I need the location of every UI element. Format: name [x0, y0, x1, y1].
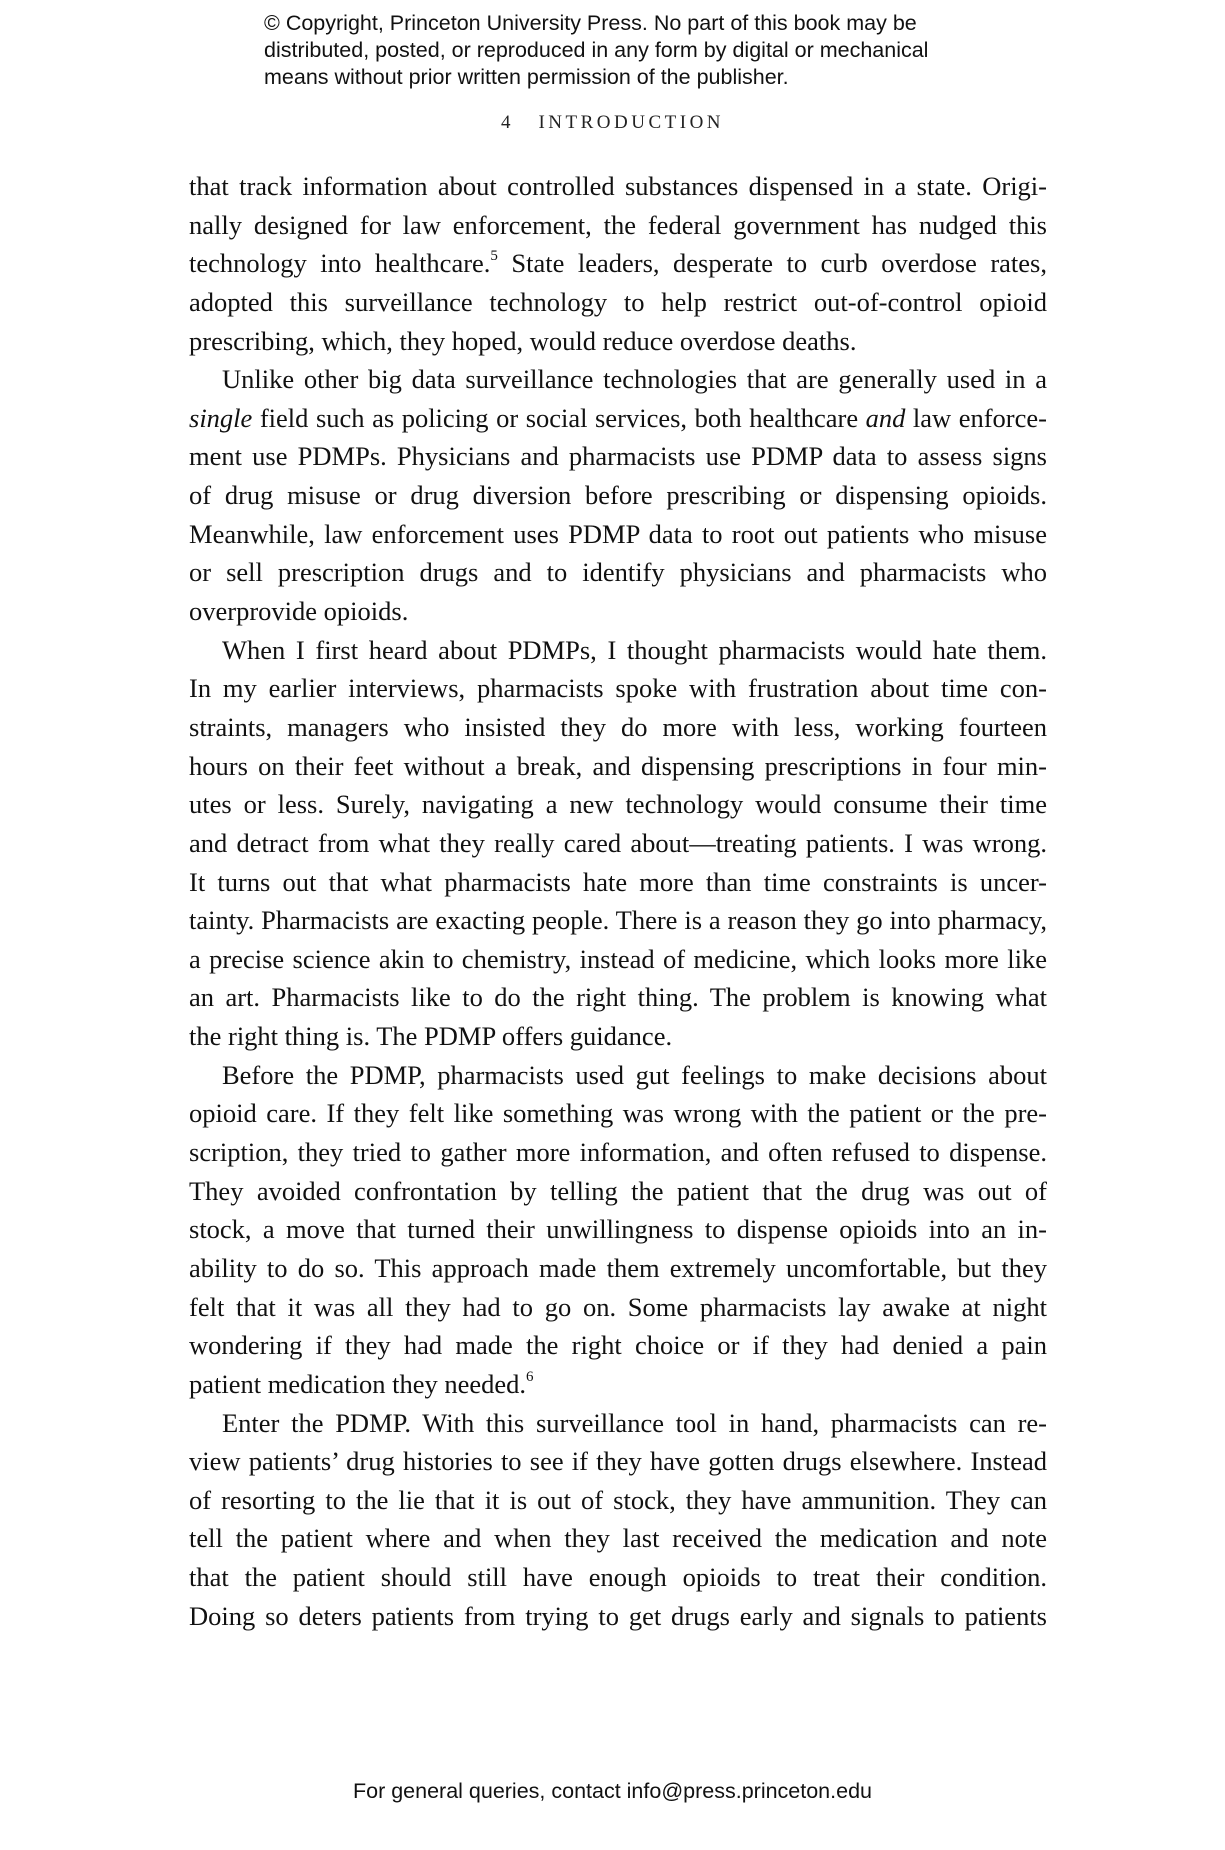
- line-text: an art. Pharmacists like to do the right thing. The problem is knowing what: [189, 982, 1047, 1013]
- text-line: [189, 1249, 1047, 1288]
- line-text: a precise science akin to chemistry, instead of medicine, which looks more like: [189, 943, 1047, 974]
- line-text: When I first heard about PDMPs, I thought pharmacists would hate them.: [222, 634, 1047, 665]
- copyright-line: means without prior written permission of the publisher.: [264, 65, 789, 89]
- footnote-marker: 5: [490, 248, 498, 265]
- italic-word: and: [865, 402, 906, 433]
- italic-word: single: [189, 402, 253, 433]
- line-text: field such as policing or social services, both healthcare: [252, 402, 866, 433]
- text-line: [189, 901, 1047, 940]
- text-line: [189, 476, 1047, 515]
- text-line: [189, 1519, 1047, 1558]
- line-text: ment use PDMPs. Physicians and pharmacists use PDMP data to assess signs: [189, 441, 1047, 472]
- text-line: [189, 978, 1047, 1017]
- text-line: [189, 785, 1047, 824]
- line-text: and detract from what they really cared about—treating patients. I was wrong.: [189, 827, 1047, 858]
- line-text: In my earlier interviews, pharmacists spoke with frustration about time con-: [189, 673, 1047, 704]
- text-line: [189, 863, 1047, 902]
- text-line: [189, 1210, 1047, 1249]
- text-line: [189, 669, 1047, 708]
- line-text: of resorting to the lie that it is out of stock, they have ammunition. They can: [189, 1484, 1047, 1515]
- line-text: State leaders, desperate to curb overdose rates,: [497, 248, 1047, 279]
- text-line: [189, 824, 1047, 863]
- line-text: technology into healthcare.: [189, 248, 491, 279]
- line-text: or sell prescription drugs and to identify physicians and pharmacists who: [189, 557, 1047, 588]
- copyright-line: © Copyright, Princeton University Press. No part of this book may be: [264, 11, 917, 35]
- line-text: overprovide opioids.: [189, 596, 409, 627]
- text-line: [189, 399, 1047, 438]
- text-line: [189, 1558, 1047, 1597]
- line-text: of drug misuse or drug diversion before prescribing or dispensing opioids.: [189, 480, 1047, 511]
- line-text: the right thing is. The PDMP offers guidance.: [189, 1021, 673, 1052]
- line-text: They avoided confrontation by telling the patient that the drug was out of: [189, 1175, 1047, 1206]
- copyright-notice: [264, 10, 1024, 91]
- line-text: Before the PDMP, pharmacists used gut feelings to make decisions about: [222, 1059, 1047, 1090]
- line-text: tell the patient where and when they last received the medication and note: [189, 1523, 1047, 1554]
- line-text: stock, a move that turned their unwillingness to dispense opioids into an in-: [189, 1214, 1047, 1245]
- section-title: INTRODUCTION: [538, 112, 725, 133]
- text-line: [189, 244, 1047, 283]
- text-line: [189, 1365, 1047, 1404]
- text-line: [189, 1056, 1047, 1095]
- text-line: [189, 1404, 1047, 1443]
- text-line: [189, 437, 1047, 476]
- text-line: [189, 1017, 1047, 1056]
- line-text: wondering if they had made the right choice or if they had denied a pain: [189, 1330, 1047, 1361]
- text-line: [189, 1288, 1047, 1327]
- line-text: view patients’ drug histories to see if they have gotten drugs elsewhere. Instead: [189, 1446, 1047, 1477]
- text-line: [189, 747, 1047, 786]
- text-line: [189, 360, 1047, 399]
- footnote-marker: 6: [526, 1369, 534, 1386]
- text-line: [189, 553, 1047, 592]
- text-line: [189, 708, 1047, 747]
- text-line: [189, 1481, 1047, 1520]
- line-text: It turns out that what pharmacists hate more than time constraints is uncer-: [189, 866, 1047, 897]
- body-text: [189, 167, 1047, 1635]
- line-text: hours on their feet without a break, and dispensing prescriptions in four min-: [189, 750, 1047, 781]
- page-number: 4: [500, 112, 511, 133]
- text-line: [189, 515, 1047, 554]
- line-text: Unlike other big data surveillance technologies that are generally used in a: [222, 364, 1047, 395]
- line-text: ability to do so. This approach made them extremely uncomfortable, but they: [189, 1252, 1047, 1283]
- line-text: prescribing, which, they hoped, would reduce overdose deaths.: [189, 325, 857, 356]
- line-text: that track information about controlled substances dispensed in a state. Origi-: [189, 171, 1047, 201]
- text-line: [189, 283, 1047, 322]
- line-text: tainty. Pharmacists are exacting people. There is a reason they go into pharmacy,: [189, 905, 1047, 936]
- text-line: [189, 167, 1047, 206]
- line-text: Doing so deters patients from trying to get drugs early and signals to patients: [189, 1600, 1047, 1631]
- line-text: utes or less. Surely, navigating a new technology would consume their time: [189, 789, 1047, 820]
- text-line: [189, 1597, 1047, 1636]
- text-line: [189, 1326, 1047, 1365]
- text-line: [189, 592, 1047, 631]
- text-line: [189, 322, 1047, 361]
- running-head: [0, 112, 1225, 134]
- line-text: adopted this surveillance technology to help restrict out-of-control opioid: [189, 286, 1047, 317]
- line-text: Enter the PDMP. With this surveillance tool in hand, pharmacists can re-: [222, 1407, 1047, 1438]
- copyright-line: distributed, posted, or reproduced in any form by digital or mechanical: [264, 38, 929, 62]
- footer-contact: For general queries, contact info@press.princeton.edu: [352, 1779, 872, 1803]
- text-line: [189, 1172, 1047, 1211]
- line-text: patient medication they needed.: [189, 1368, 527, 1399]
- text-line: [189, 1442, 1047, 1481]
- line-text: straints, managers who insisted they do more with less, working fourteen: [189, 711, 1047, 742]
- text-line: [189, 940, 1047, 979]
- text-line: [189, 1094, 1047, 1133]
- text-line: [189, 1133, 1047, 1172]
- text-line: [189, 206, 1047, 245]
- line-text: law enforce-: [905, 402, 1047, 433]
- line-text: Meanwhile, law enforcement uses PDMP data to root out patients who misuse: [189, 518, 1047, 549]
- line-text: that the patient should still have enough opioids to treat their condition.: [189, 1562, 1047, 1593]
- text-line: [189, 631, 1047, 670]
- line-text: opioid care. If they felt like something was wrong with the patient or the pre-: [189, 1098, 1047, 1129]
- line-text: felt that it was all they had to go on. Some pharmacists lay awake at night: [189, 1291, 1047, 1322]
- line-text: scription, they tried to gather more information, and often refused to dispense.: [189, 1137, 1047, 1168]
- line-text: nally designed for law enforcement, the federal government has nudged this: [189, 209, 1047, 240]
